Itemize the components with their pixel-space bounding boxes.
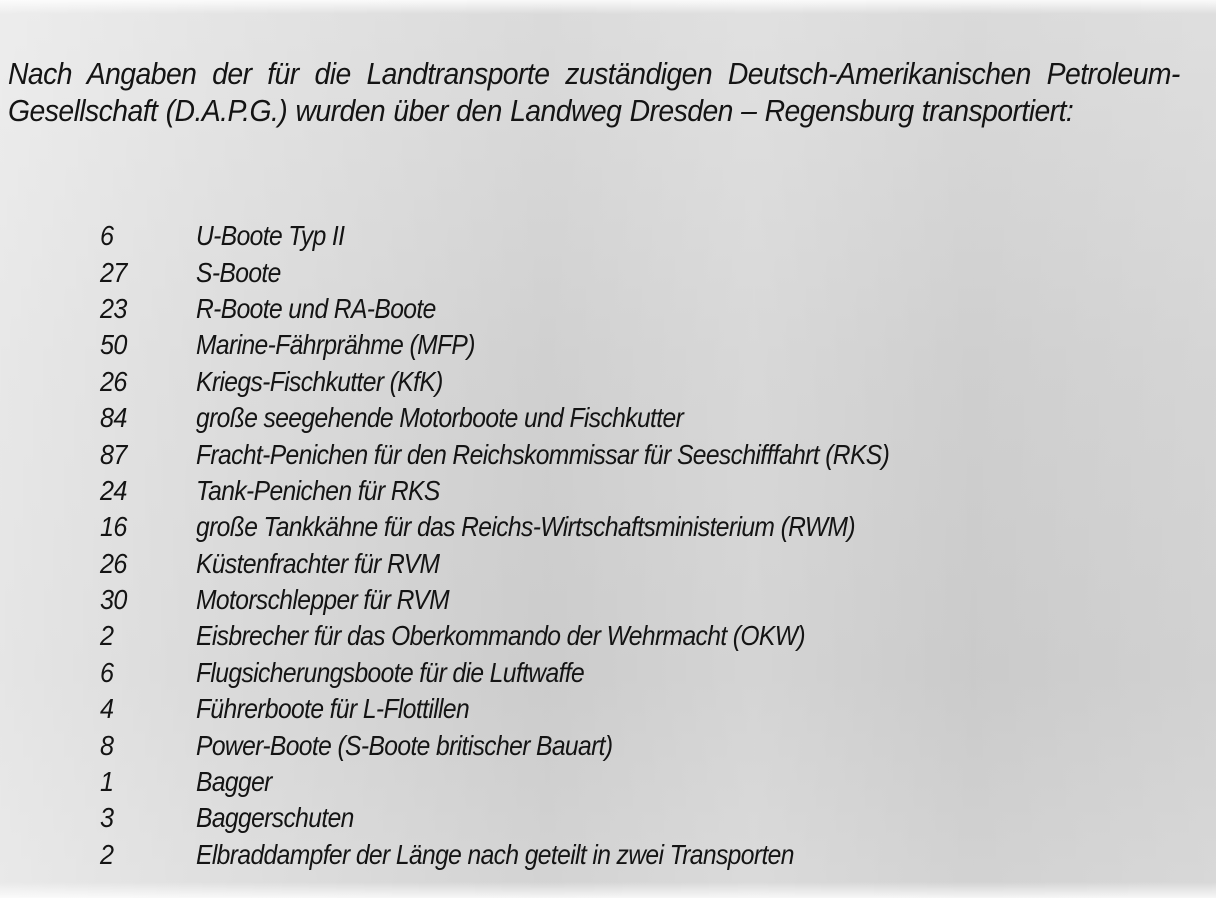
item-label: große Tankkähne für das Reichs-Wirtschaftsministerium (RWM): [196, 511, 856, 543]
item-count-value: 26: [100, 365, 127, 397]
item-count: [100, 257, 196, 289]
item-label: Küstenfrachter für RVM: [196, 547, 440, 579]
item-count: [100, 839, 196, 871]
item-count-value: 2: [100, 838, 114, 870]
list-item: [100, 727, 984, 763]
list-item: [100, 582, 984, 618]
item-count: [100, 329, 196, 361]
item-label: große seegehende Motorboote und Fischkutter: [196, 402, 684, 434]
item-count-value: 87: [100, 438, 127, 470]
list-item: [100, 364, 984, 400]
item-label: Bagger: [196, 766, 272, 798]
item-label: Baggerschuten: [196, 802, 354, 834]
item-count-value: 2: [100, 620, 114, 652]
item-count: [100, 293, 196, 325]
item-label: Tank-Penichen für RKS: [196, 474, 440, 506]
item-count-value: 3: [100, 802, 114, 834]
item-count: [100, 730, 196, 762]
item-label: S-Boote: [196, 256, 281, 288]
item-count-value: 6: [100, 656, 114, 688]
item-count: [100, 439, 196, 471]
list-item: [100, 764, 984, 800]
item-count: [100, 802, 196, 834]
item-count-value: 1: [100, 766, 114, 798]
item-label: Eisbrecher für das Oberkommando der Wehrmacht (OKW): [196, 620, 805, 652]
list-item: [100, 473, 984, 509]
scan-bottom-edge: [0, 882, 1216, 898]
item-count-value: 50: [100, 329, 127, 361]
item-count: [100, 548, 196, 580]
item-label: Fracht-Penichen für den Reichskommissar für Seeschifffahrt (RKS): [196, 438, 890, 470]
item-label: Elbraddampfer der Länge nach geteilt in zwei Transporten: [196, 838, 794, 870]
item-count: [100, 402, 196, 434]
item-count: [100, 511, 196, 543]
item-count-value: 23: [100, 292, 127, 324]
item-count-value: 30: [100, 584, 127, 616]
item-count: [100, 220, 196, 252]
list-item: [100, 618, 984, 654]
item-count: [100, 584, 196, 616]
item-count: [100, 657, 196, 689]
item-count-value: 4: [100, 693, 114, 725]
item-label: Flugsicherungsboote für die Luftwaffe: [196, 656, 585, 688]
item-label: U-Boote Typ II: [196, 220, 345, 252]
item-count-value: 16: [100, 511, 127, 543]
item-count: [100, 693, 196, 725]
item-count: [100, 366, 196, 398]
item-count-value: 24: [100, 474, 127, 506]
item-label: Führerboote für L-Flottillen: [196, 693, 470, 725]
list-item: [100, 291, 984, 327]
list-item: [100, 327, 984, 363]
list-item: [100, 800, 984, 836]
intro-paragraph: Nach Angaben der für die Landtransporte zuständigen Deutsch-Amerikanischen Petroleum-Gesellschaft (D.A.P.G.) wurden über den Landweg Dresden – Regensburg transportiert:: [8, 57, 1180, 128]
item-count-value: 8: [100, 729, 114, 761]
list-item: [100, 509, 984, 545]
item-count-value: 26: [100, 547, 127, 579]
item-count-value: 84: [100, 402, 127, 434]
list-item: [100, 218, 984, 254]
list-item: [100, 400, 984, 436]
item-label: R-Boote und RA-Boote: [196, 292, 436, 324]
item-count: [100, 475, 196, 507]
item-label: Motorschlepper für RVM: [196, 584, 450, 616]
item-count: [100, 766, 196, 798]
item-count: [100, 620, 196, 652]
vessel-list: [100, 218, 984, 873]
item-label: Power-Boote (S-Boote britischer Bauart): [196, 729, 613, 761]
item-count-value: 27: [100, 256, 127, 288]
list-item: [100, 546, 984, 582]
list-item: [100, 254, 984, 290]
list-item: [100, 691, 984, 727]
item-count-value: 6: [100, 220, 114, 252]
list-item: [100, 837, 984, 873]
item-label: Marine-Fährprähme (MFP): [196, 329, 475, 361]
list-item: [100, 655, 984, 691]
list-item: [100, 436, 984, 472]
item-label: Kriegs-Fischkutter (KfK): [196, 365, 443, 397]
